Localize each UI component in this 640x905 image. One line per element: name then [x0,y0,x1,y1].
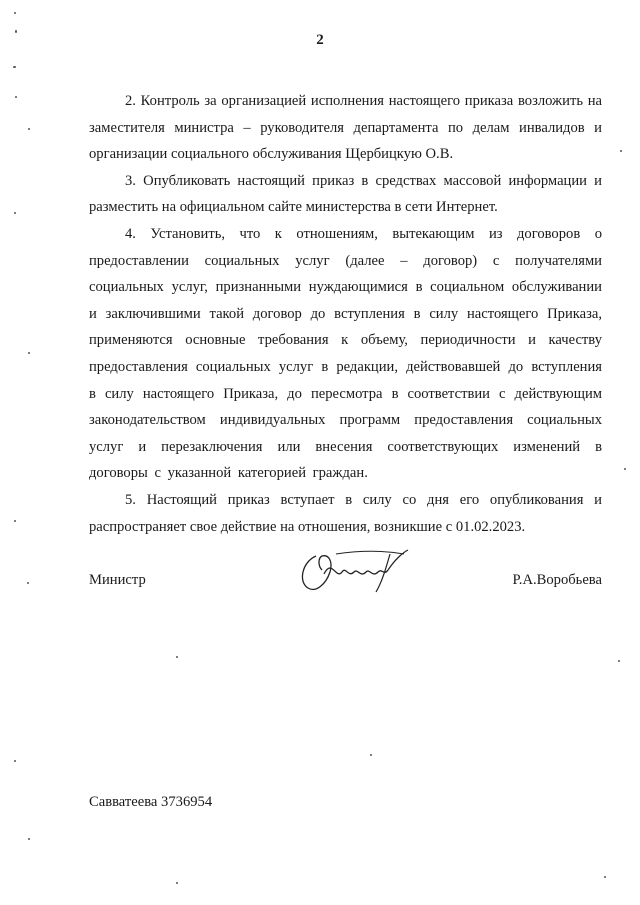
scan-artifact [370,754,372,756]
scan-artifact [15,96,17,98]
scan-artifact [176,656,178,658]
signatory-position: Министр [89,572,146,588]
scan-artifact [27,582,29,584]
scan-artifact [13,66,16,68]
scan-artifact [624,468,626,470]
scan-artifact [28,352,30,354]
scan-artifact [15,30,17,33]
signatory-name: Р.А.Воробьева [512,572,602,588]
scan-artifact [14,12,16,14]
document-body [89,88,602,540]
paragraph-3: 3. Опубликовать настоящий приказ в средствах массовой информации и разместить на официальном сайте министерства в сети Интернет. [89,172,602,216]
scan-artifact [28,838,30,840]
scan-artifact [14,760,16,762]
paragraph-4: 4. Установить, что к отношениям, вытекающим из договоров о предоставлении социальных услуг (далее – договор) с получателями социальных услуг, признанными нуждающимися в социальном обслуживании и заключившими такой договор до вступления в силу настоящего Приказа, применяются основные требования к объему, периодичности и качеству предоставления социальных услуг в редакции, действовавшей до вступления в силу настоящего Приказа, до пересмотра в соответствии с действующим законодательством индивидуальных программ предоставления социальных услуг и перезаключения или внесения соответствующих изменений в договоры с указанной категорией граждан. [89,225,602,482]
signature-block [89,548,602,598]
scan-artifact [176,882,178,884]
scan-artifact [620,150,622,152]
scan-artifact [604,876,606,878]
scan-artifact [28,128,30,130]
executor-contact: Савватеева 3736954 [89,794,213,810]
scan-artifact [14,520,16,522]
paragraph-5: 5. Настоящий приказ вступает в силу со дня его опубликования и распространяет свое действие на отношения, возникшие с 01.02.2023. [89,491,602,535]
scan-artifact [14,212,16,214]
paragraph-2: 2. Контроль за организацией исполнения настоящего приказа возложить на заместителя министра – руководителя департамента по делам инвалидов и организации социального обслуживания Щербицкую О.В. [89,93,602,163]
scan-artifact [618,660,620,662]
handwritten-signature-icon [296,548,411,594]
page-number: 2 [316,32,324,48]
